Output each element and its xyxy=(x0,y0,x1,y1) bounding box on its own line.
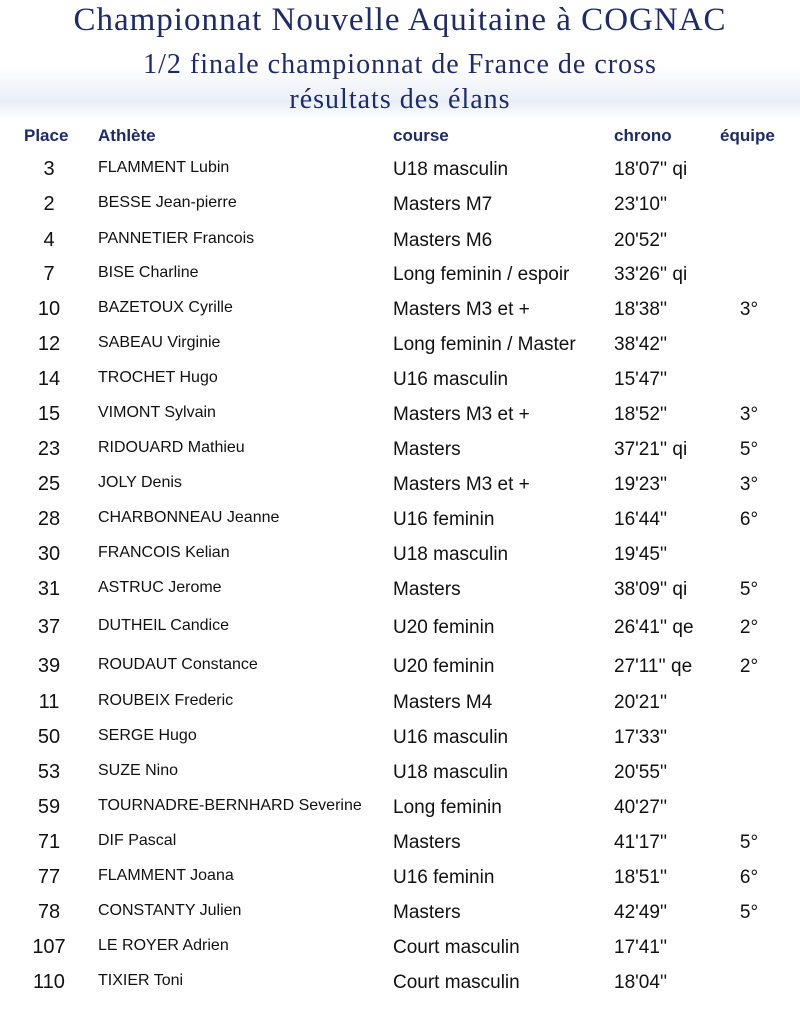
row-athlete: LE ROYER Adrien xyxy=(98,937,229,954)
row-athlete: TROCHET Hugo xyxy=(98,369,218,386)
row-course: Masters M7 xyxy=(393,194,493,215)
row-course: U16 feminin xyxy=(393,867,495,888)
column-header-place: Place xyxy=(24,126,69,145)
row-athlete: ROUBEIX Frederic xyxy=(98,692,234,709)
row-course: U16 masculin xyxy=(393,369,509,390)
row-team: 3° xyxy=(739,404,759,425)
row-time: 37'21'' qi xyxy=(614,439,688,460)
table-row xyxy=(0,616,800,650)
row-place: 7 xyxy=(43,263,55,285)
row-place: 78 xyxy=(37,901,61,923)
table-row xyxy=(0,796,800,830)
row-time: 20'55'' xyxy=(614,762,668,783)
row-time: 18'38'' xyxy=(614,299,668,320)
row-course: U18 masculin xyxy=(393,762,509,783)
row-course: U18 masculin xyxy=(393,544,509,565)
row-place: 50 xyxy=(37,726,61,748)
row-athlete: BAZETOUX Cyrille xyxy=(98,299,233,316)
page-subtitle-results: résultats des élans xyxy=(289,84,511,115)
row-athlete: ROUDAUT Constance xyxy=(98,656,258,673)
row-athlete: SUZE Nino xyxy=(98,762,179,779)
row-team: 2° xyxy=(739,656,759,677)
row-course: Masters M3 et + xyxy=(393,474,530,495)
row-place: 77 xyxy=(37,866,61,888)
row-place: 30 xyxy=(37,543,61,565)
table-row xyxy=(0,473,800,507)
row-athlete: SERGE Hugo xyxy=(98,727,197,744)
row-course: Masters M3 et + xyxy=(393,404,530,425)
page-header xyxy=(0,0,800,120)
row-athlete: DUTHEIL Candice xyxy=(98,617,230,634)
row-course: U20 feminin xyxy=(393,617,495,638)
row-place: 15 xyxy=(37,403,61,425)
row-athlete: BESSE Jean-pierre xyxy=(98,194,237,211)
row-team: 5° xyxy=(739,439,759,460)
table-row xyxy=(0,726,800,760)
table-row xyxy=(0,298,800,332)
row-place: 110 xyxy=(33,971,65,993)
table-row xyxy=(0,158,800,192)
row-place: 59 xyxy=(37,796,61,818)
row-time: 19'45'' xyxy=(614,544,668,565)
row-team: 5° xyxy=(739,832,759,853)
row-place: 23 xyxy=(37,438,61,460)
row-athlete: JOLY Denis xyxy=(98,474,182,491)
page-subtitle: 1/2 finale championnat de France de cross xyxy=(143,49,657,80)
row-athlete: ASTRUC Jerome xyxy=(98,579,222,596)
row-athlete: FLAMMENT Joana xyxy=(98,867,234,884)
row-place: 71 xyxy=(37,831,61,853)
row-time: 17'33'' xyxy=(614,727,668,748)
row-time: 26'41'' qe xyxy=(614,617,694,638)
row-course: Masters M4 xyxy=(393,692,493,713)
row-time: 41'17'' xyxy=(614,832,668,853)
row-course: U18 masculin xyxy=(393,159,509,180)
table-row xyxy=(0,691,800,725)
row-athlete: RIDOUARD Mathieu xyxy=(98,439,245,456)
row-athlete: TIXIER Toni xyxy=(98,972,184,989)
row-athlete: PANNETIER Francois xyxy=(98,230,255,247)
row-team: 5° xyxy=(739,902,759,923)
row-course: U16 feminin xyxy=(393,509,495,530)
row-athlete: VIMONT Sylvain xyxy=(98,404,216,421)
table-row xyxy=(0,866,800,900)
column-header-time: chrono xyxy=(614,126,672,145)
row-athlete: CONSTANTY Julien xyxy=(98,902,242,919)
row-course: U16 masculin xyxy=(393,727,509,748)
row-time: 38'42'' xyxy=(614,334,668,355)
row-course: Court masculin xyxy=(393,937,520,958)
table-row xyxy=(0,578,800,612)
row-course: Long feminin / espoir xyxy=(393,264,570,285)
row-team: 3° xyxy=(739,474,759,495)
row-athlete: BISE Charline xyxy=(98,264,199,281)
table-row xyxy=(0,508,800,542)
row-time: 16'44'' xyxy=(614,509,668,530)
row-time: 38'09'' qi xyxy=(614,579,688,600)
row-time: 33'26'' qi xyxy=(614,264,688,285)
row-time: 17'41'' xyxy=(614,937,668,958)
table-row xyxy=(0,229,800,263)
table-row xyxy=(0,831,800,865)
table-row xyxy=(0,901,800,935)
row-team: 2° xyxy=(739,617,759,638)
row-course: U20 feminin xyxy=(393,656,495,677)
row-time: 18'07'' qi xyxy=(614,159,688,180)
row-course: Masters xyxy=(393,439,461,460)
row-place: 37 xyxy=(37,616,61,638)
row-athlete: CHARBONNEAU Jeanne xyxy=(98,509,280,526)
row-course: Masters xyxy=(393,832,461,853)
table-row xyxy=(0,438,800,472)
row-athlete: SABEAU Virginie xyxy=(98,334,221,351)
row-place: 53 xyxy=(37,761,61,783)
column-header-team: équipe xyxy=(720,126,775,145)
table-row xyxy=(0,193,800,227)
row-athlete: FLAMMENT Lubin xyxy=(98,159,230,176)
row-place: 10 xyxy=(37,298,61,320)
table-row xyxy=(0,543,800,577)
row-place: 3 xyxy=(43,158,55,180)
row-athlete: DIF Pascal xyxy=(98,832,177,849)
row-course: Court masculin xyxy=(393,972,520,993)
row-course: Masters xyxy=(393,579,461,600)
row-course: Long feminin / Master xyxy=(393,334,576,355)
row-place: 11 xyxy=(38,691,60,713)
row-team: 3° xyxy=(739,299,759,320)
row-place: 25 xyxy=(37,473,61,495)
row-time: 27'11'' qe xyxy=(614,656,693,677)
row-place: 2 xyxy=(43,193,55,215)
row-athlete: FRANCOIS Kelian xyxy=(98,544,230,561)
row-course: Masters xyxy=(393,902,461,923)
row-time: 18'52'' xyxy=(614,404,668,425)
row-course: Masters M3 et + xyxy=(393,299,530,320)
row-time: 18'51'' xyxy=(614,867,668,888)
row-place: 107 xyxy=(32,936,66,958)
row-team: 5° xyxy=(739,579,759,600)
row-time: 23'10'' xyxy=(614,194,668,215)
row-athlete: TOURNADRE-BERNHARD Severine xyxy=(98,797,362,814)
row-place: 4 xyxy=(43,229,55,251)
page-title: Championnat Nouvelle Aquitaine à COGNAC xyxy=(73,2,727,38)
row-course: Masters M6 xyxy=(393,230,493,251)
row-team: 6° xyxy=(739,509,759,530)
row-place: 28 xyxy=(37,508,61,530)
column-header-athlete: Athlète xyxy=(98,126,156,145)
row-time: 18'04'' xyxy=(614,972,668,993)
table-row xyxy=(0,403,800,437)
row-team: 6° xyxy=(739,867,759,888)
table-row xyxy=(0,368,800,402)
row-place: 31 xyxy=(37,578,61,600)
table-row xyxy=(0,263,800,297)
table-row xyxy=(0,971,800,1005)
row-time: 20'52'' xyxy=(614,230,668,251)
row-time: 40'27'' xyxy=(614,797,668,818)
row-course: Long feminin xyxy=(393,797,502,818)
table-row xyxy=(0,333,800,367)
row-place: 12 xyxy=(37,333,61,355)
row-time: 20'21'' xyxy=(614,692,668,713)
table-row xyxy=(0,655,800,689)
row-time: 15'47'' xyxy=(614,369,668,390)
row-place: 39 xyxy=(37,655,61,677)
row-time: 19'23'' xyxy=(614,474,668,495)
column-header-course: course xyxy=(393,126,449,145)
row-time: 42'49'' xyxy=(614,902,668,923)
table-row xyxy=(0,761,800,795)
table-row xyxy=(0,936,800,970)
row-place: 14 xyxy=(37,368,61,390)
